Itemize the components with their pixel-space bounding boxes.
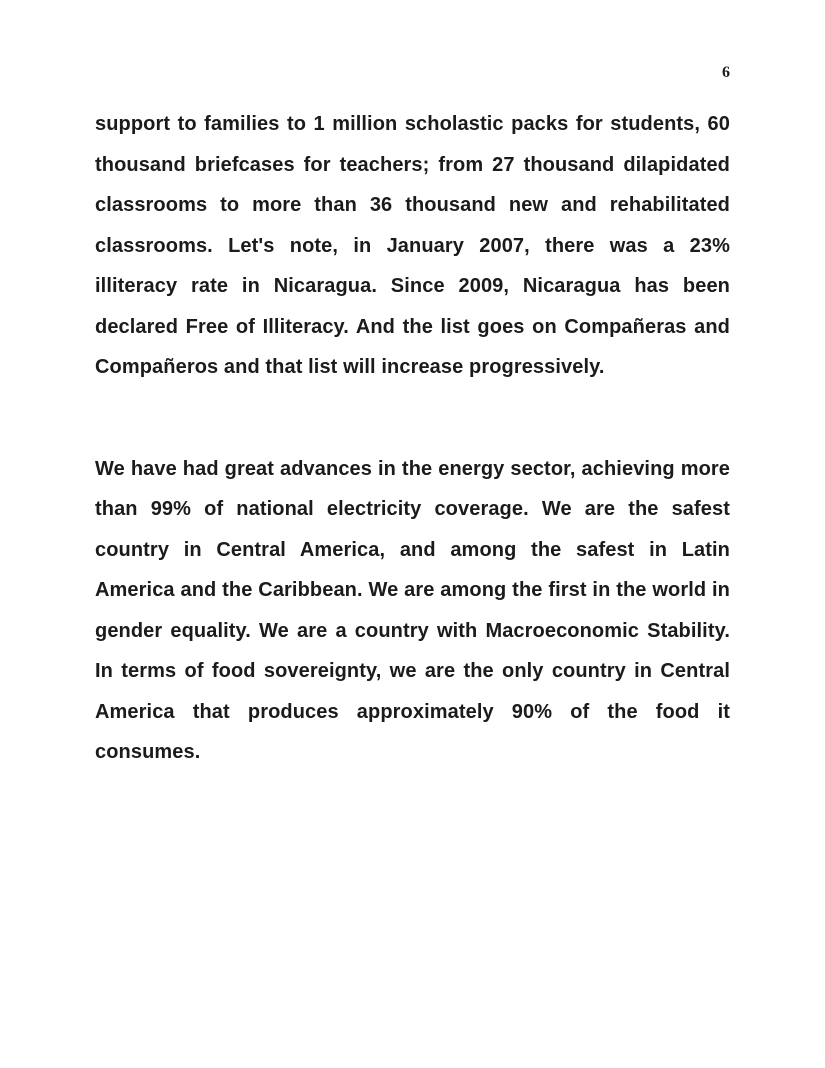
paragraph-education-achievements: support to families to 1 million scholastic packs for students, 60 thousand briefcases for teachers; from 27 thousand dilapidated classrooms to more than 36 thousand new and rehabilitated classrooms. Let's note, in January 2007, there was a 23% illiteracy rate in Nicaragua. Since 2009, Nicaragua has been declared Free of Illiteracy. And the list goes on Compañeras and Compañeros and that list will increase progressively. — [95, 113, 730, 378]
page-content — [95, 104, 730, 773]
page-number: 6 — [722, 64, 730, 81]
paragraph-energy-and-security: We have had great advances in the energy sector, achieving more than 99% of national electricity coverage. We are the safest country in Central America, and among the safest in Latin America and the Caribbean. We are among the first in the world in gender equality. We are a country with Macroeconomic Stability. In terms of food sovereignty, we are the only country in Central America that produces approximately 90% of the food it consumes. — [95, 457, 730, 763]
